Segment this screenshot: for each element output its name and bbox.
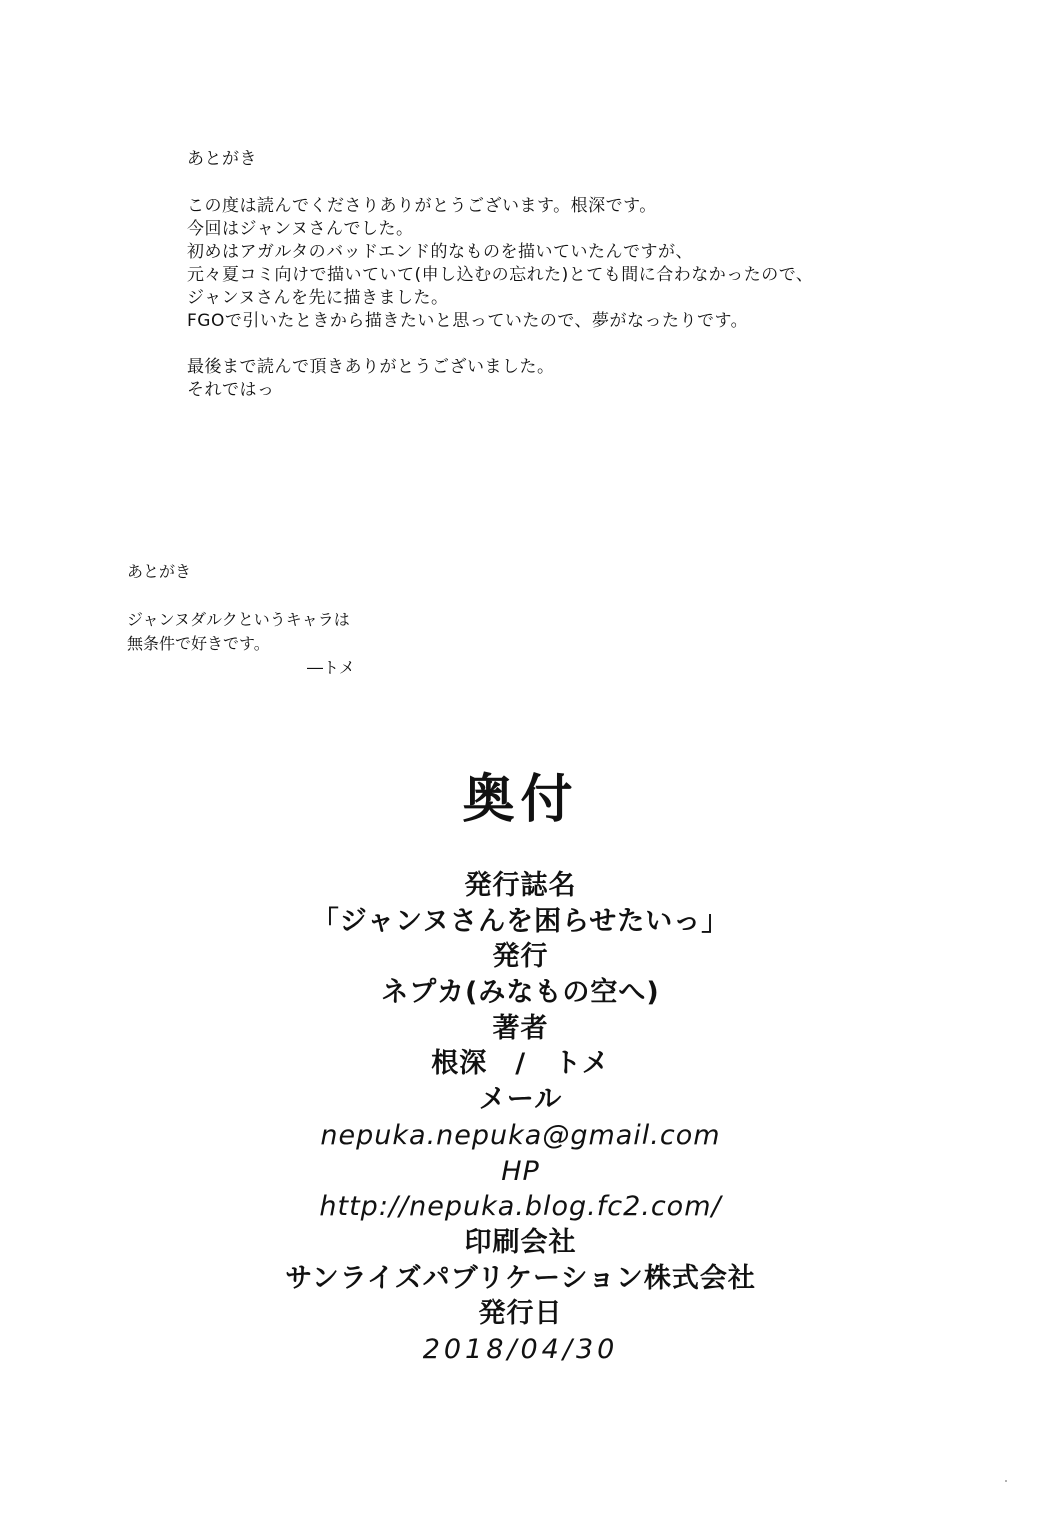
colophon-value-publication-name: 「ジャンヌさんを困らせたいっ」 xyxy=(311,905,730,937)
colophon-label-issue-date: 発行日 xyxy=(478,1298,563,1330)
colophon-value-issue-date: 2018/04/30 xyxy=(422,1333,619,1365)
colophon-label-publication-name: 発行誌名 xyxy=(464,870,577,901)
colophon-label-author: 著者 xyxy=(492,1012,549,1044)
afterword-main-closing-line: それではっ xyxy=(187,380,275,400)
afterword-second xyxy=(127,560,527,680)
colophon-value-mail: nepuka.nepuka@gmail.com xyxy=(320,1119,721,1151)
afterword-main-line: 初めはアガルタのバッドエンド的なものを描いていたんですが、 xyxy=(187,242,693,262)
afterword-second-line: ジャンヌダルクというキャラは xyxy=(127,610,350,629)
afterword-main-line: 今回はジャンヌさんでした。 xyxy=(187,219,414,239)
colophon xyxy=(0,868,1041,1368)
afterword-second-heading: あとがき xyxy=(127,562,192,581)
colophon-value-author: 根深 / トメ xyxy=(431,1048,610,1080)
afterword-main xyxy=(187,148,987,402)
afterword-main-line: 元々夏コミ向けで描いていて(申し込むの忘れた)とても間に合わなかったので、 xyxy=(187,265,814,285)
paragraph-gap xyxy=(187,333,987,356)
colophon-label-printer: 印刷会社 xyxy=(464,1226,577,1258)
colophon-value-printer: サンライズパブリケーション株式会社 xyxy=(285,1262,756,1294)
colophon-label-mail: メール xyxy=(478,1084,563,1116)
colophon-value-homepage: http://nepuka.blog.fc2.com/ xyxy=(319,1191,722,1223)
colophon-label-publisher: 発行 xyxy=(492,941,549,973)
scan-speck xyxy=(1005,1480,1007,1482)
afterword-main-heading: あとがき xyxy=(187,149,257,169)
colophon-title: 奥付 xyxy=(462,770,579,830)
afterword-main-line: ジャンヌさんを先に描きました。 xyxy=(187,288,449,308)
afterword-second-signature: ―トメ xyxy=(307,658,355,677)
afterword-main-line: FGOで引いたときから描きたいと思っていたので、夢がなったりです。 xyxy=(187,311,749,331)
colophon-label-homepage: HP xyxy=(501,1155,540,1187)
afterword-main-closing-line: 最後まで読んで頂きありがとうございました。 xyxy=(187,357,555,377)
afterword-main-line: この度は読んでくださりありがとうございます。根深です。 xyxy=(187,196,657,216)
afterword-second-line: 無条件で好きです。 xyxy=(127,634,270,653)
colophon-value-publisher: ネプカ(みなもの空へ) xyxy=(381,977,660,1009)
